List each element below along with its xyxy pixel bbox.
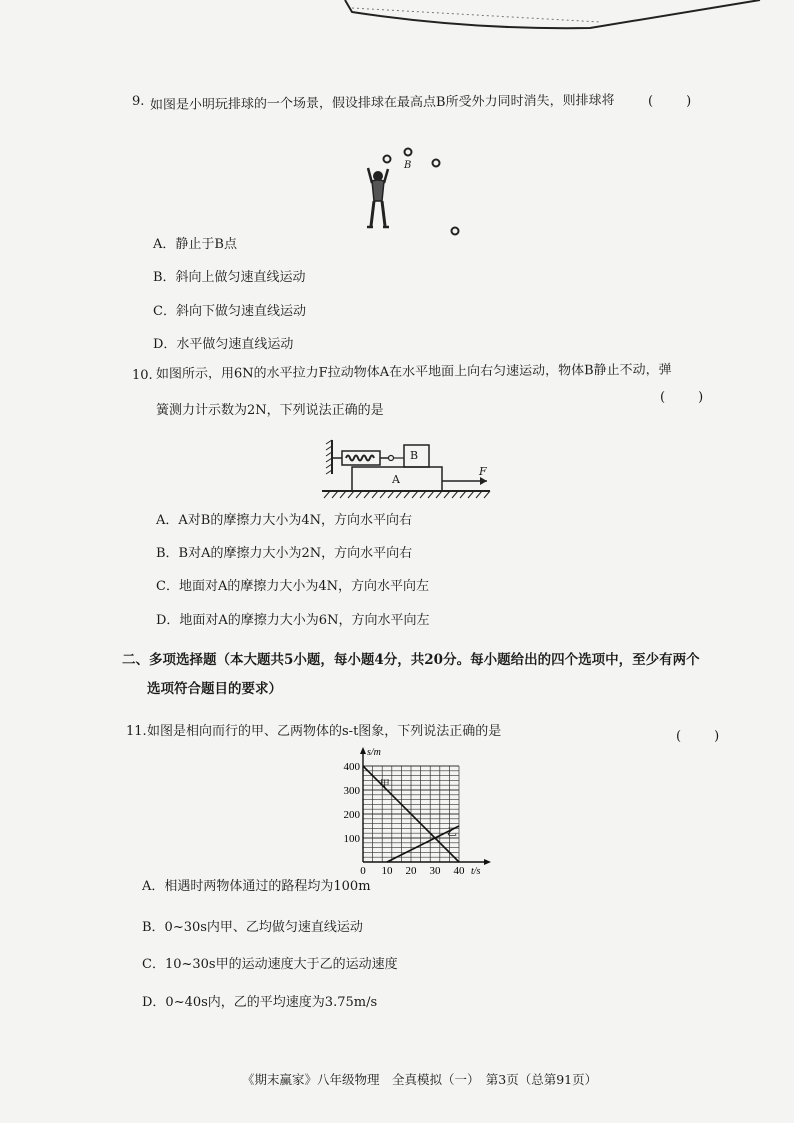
q9-number: 9.: [132, 94, 145, 109]
y-axis-arrow: [360, 747, 366, 754]
y-axis-label: s/m: [367, 747, 381, 758]
q9-option-c: C．斜向下做匀速直线运动: [153, 304, 306, 319]
x-tick-label: 0: [360, 865, 366, 875]
q11-answer-paren: ( ): [676, 729, 720, 744]
q10-option-a: A．A对B的摩擦力大小为4N，方向水平向右: [156, 513, 412, 528]
q10-spring-scale-figure: [322, 436, 502, 506]
q9-option-d: D．水平做匀速直线运动: [153, 337, 294, 352]
q9-point-b-label: B: [404, 160, 412, 171]
q10-force-f-label: F: [479, 465, 487, 478]
q10-number: 10.: [132, 368, 153, 383]
x-tick-label: 20: [405, 865, 417, 875]
q10-option-c: C．地面对A的摩擦力大小为4N，方向水平向左: [156, 579, 429, 594]
q10-text-line2: 簧测力计示数为2N，下列说法正确的是: [156, 403, 384, 418]
q11-number: 11.: [126, 724, 147, 739]
x-axis-label: t/s: [471, 866, 481, 875]
q10-option-b: B．B对A的摩擦力大小为2N，方向水平向右: [156, 546, 413, 561]
q11-option-a: A．相遇时两物体通过的路程均为100m: [142, 879, 371, 894]
q11-option-c: C．10~30s甲的运动速度大于乙的运动速度: [142, 957, 398, 972]
q11-text: 如图是相向而行的甲、乙两物体的s-t图象，下列说法正确的是: [147, 724, 502, 739]
q10-answer-paren: ( ): [660, 390, 704, 405]
q11-option-b: B．0~30s内甲、乙均做匀速直线运动: [142, 920, 363, 935]
series-label-jia: 甲: [379, 779, 390, 791]
x-tick-label: 30: [429, 865, 441, 875]
q9-option-b: B．斜向上做匀速直线运动: [153, 270, 306, 285]
y-tick-label: 200: [343, 809, 360, 821]
q9-answer-paren: ( ): [648, 94, 692, 109]
q9-volleyball-figure: [355, 143, 475, 238]
paper-edge-decoration: [0, 0, 794, 40]
q10-option-d: D．地面对A的摩擦力大小为6N，方向水平向左: [156, 613, 430, 628]
q10-block-a-label: A: [392, 473, 400, 486]
q11-st-chart: [335, 745, 495, 875]
section2-heading-line1: 二、多项选择题（本大题共5小题，每小题4分，共20分。每小题给出的四个选项中，至少有两个: [122, 652, 700, 668]
x-axis-arrow: [484, 859, 491, 865]
y-tick-label: 400: [343, 761, 360, 773]
q9-option-a: A．静止于B点: [153, 237, 237, 252]
q9-text: 如图是小明玩排球的一个场景，假设排球在最高点B所受外力同时消失，则排球将: [149, 93, 615, 113]
q10-text-line1: 如图所示，用6N的水平拉力F拉动物体A在水平地面上向右匀速运动，物体B静止不动，弹: [155, 362, 672, 382]
series-label-yi: 乙: [447, 827, 457, 839]
x-tick-label: 40: [453, 865, 465, 875]
x-tick-label: 10: [381, 865, 393, 875]
q11-option-d: D．0~40s内，乙的平均速度为3.75m/s: [142, 995, 378, 1010]
y-tick-label: 300: [343, 785, 360, 797]
q10-block-b-label: B: [410, 449, 419, 462]
section2-heading-line2: 选项符合题目的要求）: [147, 681, 282, 697]
page-footer: 《期末赢家》八年级物理 全真模拟（一） 第3页（总第91页）: [242, 1072, 598, 1087]
y-tick-label: 100: [343, 833, 360, 845]
